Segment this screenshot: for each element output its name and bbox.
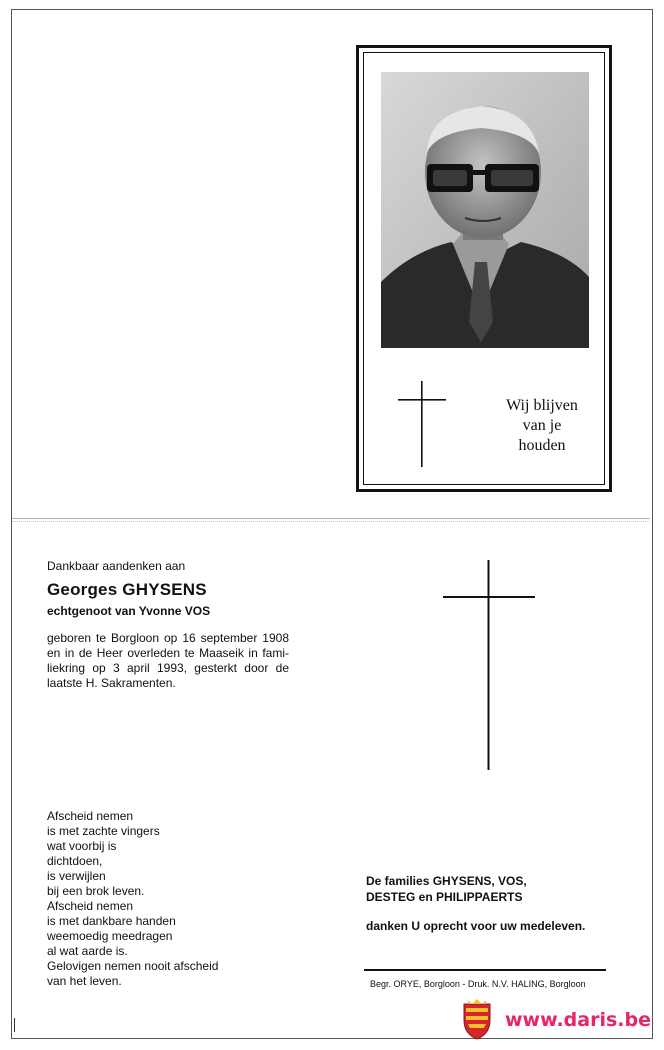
- poem-line: dichtdoen,: [47, 854, 103, 868]
- poem-line: al wat aarde is.: [47, 944, 128, 958]
- poem-line: Gelovigen nemen nooit afscheid: [47, 959, 219, 973]
- families-line: DESTEG en PHILIPPAERTS: [366, 890, 523, 904]
- quote-line: Wij blijven: [506, 397, 578, 414]
- bio-line: laatste H. Sakramenten.: [47, 676, 176, 690]
- margin-mark: [14, 1018, 15, 1032]
- thanks-line: danken U oprecht voor uw medeleven.: [366, 919, 586, 933]
- bio-line: liekring op 3 april 1993, gesterkt door de: [47, 661, 289, 675]
- bio-line: en in de Heer overleden te Maaseik in fami-: [47, 646, 289, 660]
- quote-line: houden: [518, 437, 566, 454]
- poem-line: bij een brok leven.: [47, 884, 145, 898]
- crest-icon: [460, 998, 494, 1040]
- printer-credit: Begr. ORYE, Borgloon - Druk. N.V. HALING, Borgloon: [370, 979, 586, 989]
- poem-line: Afscheid nemen: [47, 899, 134, 913]
- poem-line: is verwijlen: [47, 869, 106, 883]
- deceased-name: Georges GHYSENS: [47, 580, 207, 599]
- intro-text: Dankbaar aandenken aan: [47, 559, 186, 573]
- spouse-line: echtgenoot van Yvonne VOS: [47, 604, 211, 618]
- fold-line-shadow: [12, 521, 650, 522]
- poem-line: is met dankbare handen: [47, 914, 176, 928]
- poem-line: van het leven.: [47, 974, 122, 988]
- families-block: [366, 873, 527, 905]
- cross-icon: [398, 381, 446, 467]
- biography: [47, 631, 289, 691]
- card-quote: [492, 396, 592, 456]
- families-line: De families GHYSENS, VOS,: [366, 874, 527, 888]
- divider-rule: [364, 969, 606, 971]
- portrait-photo: [381, 72, 589, 348]
- poem: [47, 809, 218, 989]
- watermark-link[interactable]: www.daris.be: [505, 1009, 651, 1031]
- fold-line: [12, 518, 650, 519]
- bio-line: geboren te Borgloon op 16 september 1908: [47, 631, 289, 645]
- poem-line: weemoedig meedragen: [47, 929, 173, 943]
- cross-icon: [443, 560, 535, 770]
- poem-line: Afscheid nemen: [47, 809, 134, 823]
- poem-line: is met zachte vingers: [47, 824, 160, 838]
- quote-line: van je: [522, 417, 562, 434]
- poem-line: wat voorbij is: [47, 839, 117, 853]
